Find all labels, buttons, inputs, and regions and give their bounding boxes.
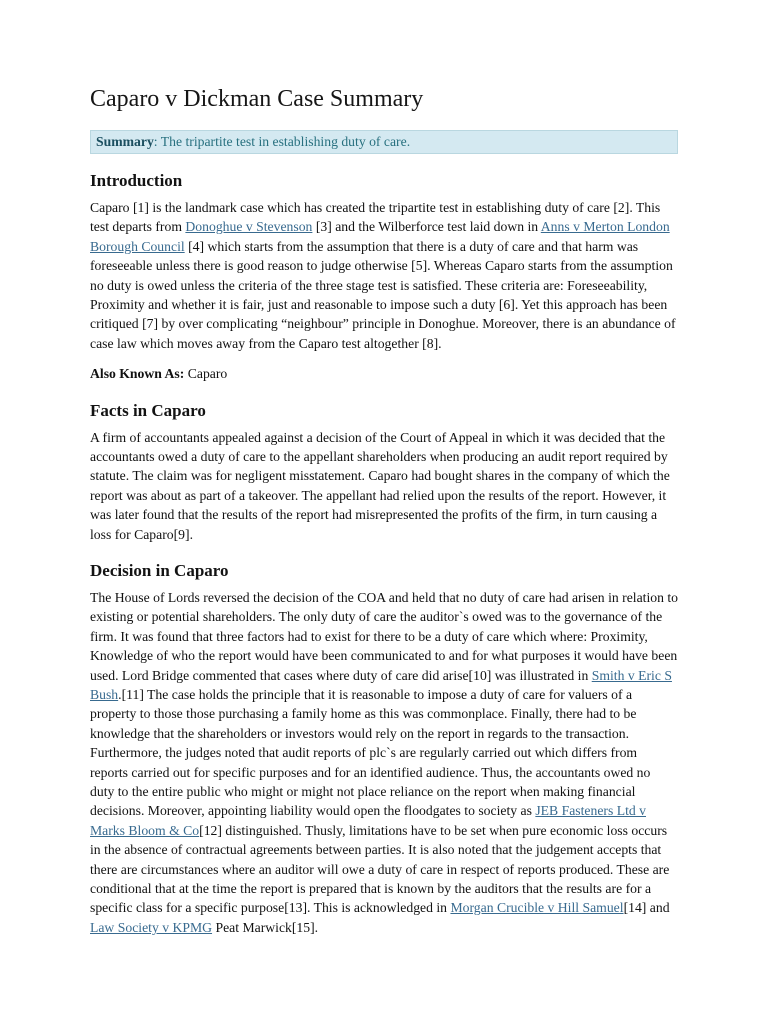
page-title: Caparo v Dickman Case Summary xyxy=(90,86,424,112)
intro-text-segment: [3] and the Wilberforce test laid down in xyxy=(312,219,541,235)
also-known-as-value: Caparo xyxy=(184,366,228,382)
link-donoghue-v-stevenson[interactable]: Donoghue v Stevenson xyxy=(185,219,313,235)
link-law-society-v-kpmg[interactable]: Law Society v KPMG xyxy=(90,919,213,935)
decision-paragraph xyxy=(90,588,678,937)
decision-text-segment: The House of Lords reversed the decision of the COA and held that no duty of care had arisen in relation to existing or potential shareholders. The only duty of care the auditor`s owed was to the governance of the firm. It was found that three factors had to exist for there to be a duty of care which where: Proximity, Knowledge of who the report would have been communicated to and for what purposes it would have been used. Lord Bridge commented that cases where duty of care did arise[10] was illustrated in xyxy=(90,589,679,683)
decision-text-segment: Peat Marwick[15]. xyxy=(212,919,319,935)
intro-text-segment: [4] which starts from the assumption that there is a duty of care and that harm was foreseeable unless there is good reason to judge otherwise [5]. Whereas Caparo starts from the assumption no duty is owed unless the criteria of the three stage test is satisfied. These criteria are: Foreseeability, Proximity and whether it is fair, just and reasonable to impose such a duty [6]. Yet this approach has been critiqued [7] by over complicating “neighbour” principle in Donoghue. Moreover, there is an abundance of case law which moves away from the Caparo test altogether [8]. xyxy=(90,238,676,351)
decision-text-segment: [14] and xyxy=(623,900,670,916)
also-known-as-label: Also Known As: xyxy=(90,366,185,382)
summary-text: : The tripartite test in establishing duty of care. xyxy=(153,133,411,149)
link-smith-v-eric-s-bush[interactable]: Smith v Eric S Bush xyxy=(90,667,672,702)
facts-paragraph: A firm of accountants appealed against a decision of the Court of Appeal in which it was decided that the accountants owed a duty of care to the appellant shareholders when producing an audit report required by statute. The claim was for negligent misstatement. Caparo had bought shares in the company of which the report was about as part of a takeover. The appellant had relied upon the results of the report. However, it was later found that the results of the report had misrepresented the profits of the firm, in turn causing a loss for Caparo[9]. xyxy=(90,429,670,542)
also-known-as-line xyxy=(90,364,678,383)
summary-box xyxy=(90,130,678,154)
section-heading-facts: Facts in Caparo xyxy=(90,400,206,420)
section-heading-decision: Decision in Caparo xyxy=(90,560,229,580)
link-anns-v-merton-london-borough-council[interactable]: Anns v Merton London Borough Council xyxy=(90,219,670,254)
introduction-paragraph xyxy=(90,198,678,353)
summary-label: Summary xyxy=(96,133,154,149)
section-heading-introduction: Introduction xyxy=(90,170,183,190)
link-morgan-crucible-v-hill-samuel[interactable]: Morgan Crucible v Hill Samuel xyxy=(450,900,624,916)
decision-text-segment: [12] distinguished. Thusly, limitations have to be set when pure economic loss occurs in the absence of contractual agreements between parties. It is also noted that the judgement accepts that there are circumstances where an auditor will owe a duty of care in respect of reports produced. These are conditional that at the time the report is prepared that is known by the auditors that the results are for a specific class for a specific purpose[13]. This is acknowledged in xyxy=(90,822,670,916)
decision-text-segment: .[11] The case holds the principle that it is reasonable to impose a duty of care for valuers of a property to those those purchasing a family home as this was commonplace. Finally, there had to be knowledge that the shareholders or investors would rely on the report in regards to the transaction. Furthermore, the judges noted that audit reports of plc`s are regularly carried out which differs from reports carried out for specific purposes and for an identified audience. Thus, the accountants owed no duty to the entire public who might or might not place reliance on the report when making financial decisions. Moreover, appointing liability would open the floodgates to society as xyxy=(90,687,651,819)
link-jeb-fasteners-ltd-v-marks-bloom-co[interactable]: JEB Fasteners Ltd v Marks Bloom & Co xyxy=(90,803,646,838)
intro-text-segment: Caparo [1] is the landmark case which has created the tripartite test in establishing duty of care [2]. This test departs from xyxy=(90,199,661,235)
